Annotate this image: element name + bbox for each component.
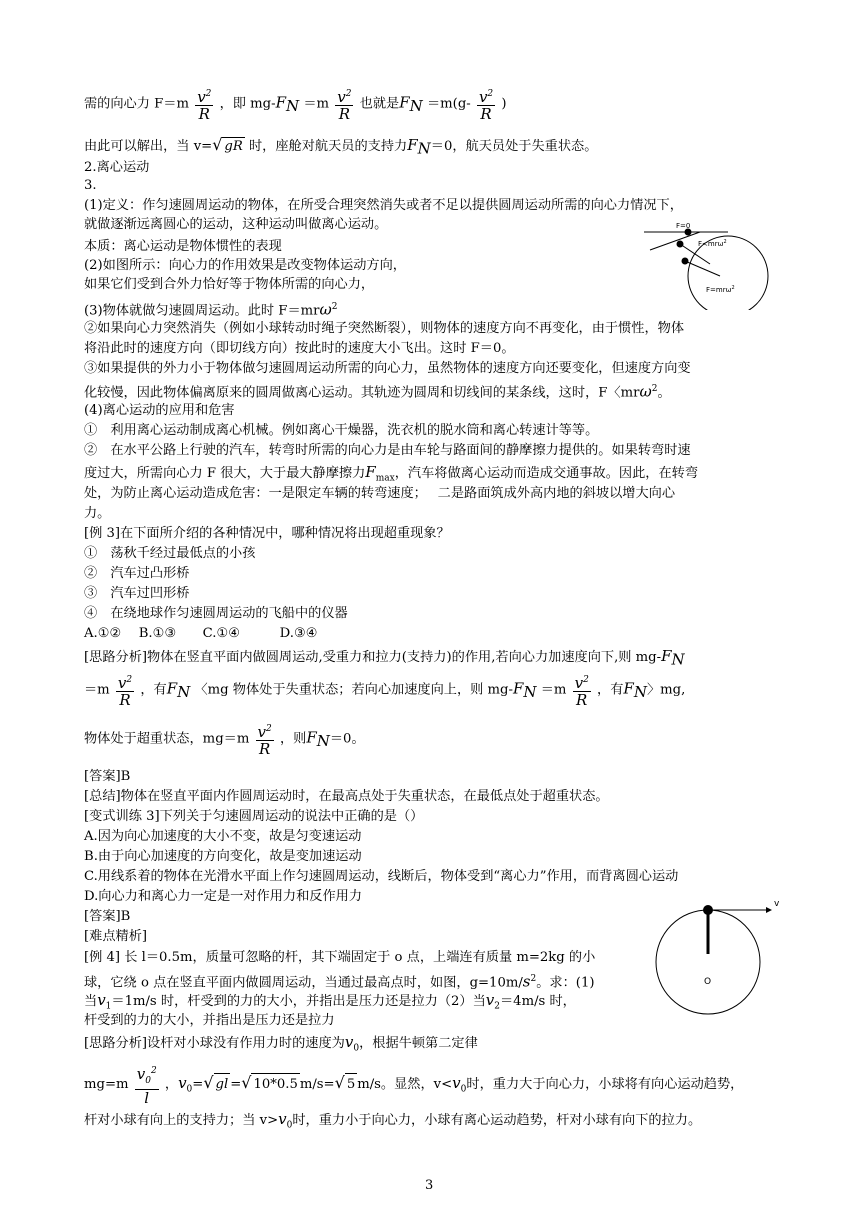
text-line: [例 4] 长 l＝0.5m，质量可忽略的杆，其下端固定于 o 点，上端连有质量 m=2kg 的小 xyxy=(84,950,596,965)
text-line: 当$v_1=1m/s$ 时，杆受到的力的大小，并指出是压力还是拉力（2）当$v_2=4m/s$ 时， xyxy=(84,991,576,1012)
velocity-label: v xyxy=(774,899,780,909)
text-line: 本质：离心运动是物体惯性的表现 xyxy=(84,239,282,254)
text-line: 球，它绕 o 点在竖直平面内做圆周运动，当通过最高点时，如图，$g=10m/s^2$。求：(1) xyxy=(84,972,595,991)
text-line: 由此可以解出，当 v=√ gR 时，座舱对航天员的支持力$F_N=0$，航天员处于失重状态。 xyxy=(84,135,598,158)
label-f-zero: F=0 xyxy=(676,222,691,230)
list-item: A.因为向心加速度的大小不变，故是匀变速运动 xyxy=(84,829,362,844)
list-item: D.向心力和离心力一定是一对作用力和反作用力 xyxy=(84,889,363,904)
text-line: (4)离心运动的应用和危害 xyxy=(84,403,235,418)
answer-line: [答案]B xyxy=(84,909,131,924)
center-label: O xyxy=(704,977,712,987)
label-f-less: F<mrω$^2$ xyxy=(698,239,727,248)
rod-circle-diagram xyxy=(640,898,790,1028)
text-line: 就做逐渐远离圆心的运动，这种运动叫做离心运动。 xyxy=(84,217,388,232)
list-item: B.由于向心加速度的方向变化，故是变加速运动 xyxy=(84,849,362,864)
text-line: 需的向心力 F＝m $\frac{v^2}{R}$ ，即 $mg-F_N =m$ $\frac{v^2}{R}$ 也就是$F_N =m(g-$ $\frac{v^2}{R}$ ) xyxy=(84,88,507,123)
text-line: 处，为防止离心运动造成危害：一是限定车辆的转弯速度； 二是路面筑成外高内地的斜坡以增大向心 xyxy=(84,486,676,501)
text-line: ②如果向心力突然消失（例如小球转动时绳子突然断裂），则物体的速度方向不再变化，由于惯性，物体 xyxy=(84,321,685,336)
centrifugal-diagram xyxy=(640,218,780,310)
example-heading: [例 3]在下面所介绍的各种情况中，哪种情况将出现超重现象？ xyxy=(84,526,450,541)
deflected-path xyxy=(650,232,700,250)
text-line: ③如果提供的外力小于物体做匀速圆周运动所需的向心力，虽然物体的速度方向还要变化，但速度方向变 xyxy=(84,361,691,376)
text-line: ＝m $\frac{v^2}{R}$ ，有$F_N$ 〈mg 物体处于失重状态；若向心加速度向上，则 $mg-F_N =m$ $\frac{v^2}{R}$ ，有$F_N$〉mg, xyxy=(84,674,686,709)
summary-line: [总结]物体在竖直平面内作圆周运动时，在最高点处于失重状态，在最低点处于超重状态。 xyxy=(84,789,609,804)
page-number: 3 xyxy=(425,1178,434,1193)
text-line: [思路分析]物体在竖直平面内做圆周运动,受重力和拉力(支持力)的作用,若向心力加速度向下,则 $mg-F_N$ xyxy=(84,647,685,669)
section-heading: 2.离心运动 xyxy=(84,160,150,175)
text-line: (1)定义：作匀速圆周运动的物体，在所受合理突然消失或者不足以提供圆周运动所需的向心力情况下， xyxy=(84,198,683,213)
text-line: 杆受到的力的大小，并指出是压力还是拉力 xyxy=(84,1013,335,1028)
text-line: 物体处于超重状态，mg＝m $\frac{v^2}{R}$ ，则$F_N=0$。 xyxy=(84,723,365,758)
text-line: [难点精析] xyxy=(84,929,148,944)
text-line: 化较慢，因此物体偏离原来的圆周做离心运动。其轨迹为圆周和切线间的某条线，这时，F〈mrω$^2$。 xyxy=(84,382,671,401)
text-line: mg=m $\frac{v_0^2}{l}$ ，$v_0=√$ gl =√ 10*0.5 m/s=√ 5 m/s。显然，$v<v_0$时，重力大于向心力，小球将有向心运动趋势， xyxy=(84,1065,744,1107)
list-item: ① 利用离心运动制成离心机械。例如离心干燥器，洗衣机的脱水筒和离心转速计等等。 xyxy=(84,423,599,438)
list-item: ② 在水平公路上行驶的汽车，转弯时所需的向心力是由车轮与路面间的静摩擦力提供的。如果转弯时速 xyxy=(84,443,691,458)
list-item: ② 汽车过凸形桥 xyxy=(84,566,190,581)
list-item: C.用线系着的物体在光滑水平面上作匀速圆周运动，线断后，物体受到“离心力”作用，而背离圆心运动 xyxy=(84,869,679,884)
options-line: A.①② B.①③ C.①④ D.③④ xyxy=(84,626,318,641)
text-line: [变式训练 3]下列关于匀速圆周运动的说法中正确的是（） xyxy=(84,809,424,824)
text-line: (3)物体就做匀速圆周运动。此时 F＝mrω$^2$ xyxy=(84,300,338,319)
text-line: 杆对小球有向上的支持力；当 $v>v_0$时，重力小于向心力，小球有离心运动趋势，杆对小球有向下的拉力。 xyxy=(84,1110,702,1131)
text-line: 3. xyxy=(84,178,97,193)
list-item: ③ 汽车过凹形桥 xyxy=(84,586,190,601)
text-line: [思路分析]设杆对小球没有作用力时的速度为$v_0$，根据牛顿第二定律 xyxy=(84,1033,478,1054)
text-line: 力。 xyxy=(84,506,111,521)
text-line: (2)如图所示：向心力的作用效果是改变物体运动方向， xyxy=(84,258,406,273)
list-item: ① 荡秋千经过最低点的小孩 xyxy=(84,546,256,561)
text-line: 将沿此时的速度方向（即切线方向）按此时的速度大小飞出。这时 F＝0。 xyxy=(84,341,515,356)
text-line: 度过大，所需向心力 F 很大，大于最大静摩擦力$F_{max}$，汽车将做离心运动而造成交通事故。因此，在转弯 xyxy=(84,463,699,484)
list-item: ④ 在绕地球作匀速圆周运动的飞船中的仪器 xyxy=(84,606,348,621)
label-f-equal: F=mrω$^2$ xyxy=(706,285,735,294)
text-line: 如果它们受到合外力恰好等于物体所需的向心力， xyxy=(84,277,375,292)
answer-line: [答案]B xyxy=(84,769,131,784)
